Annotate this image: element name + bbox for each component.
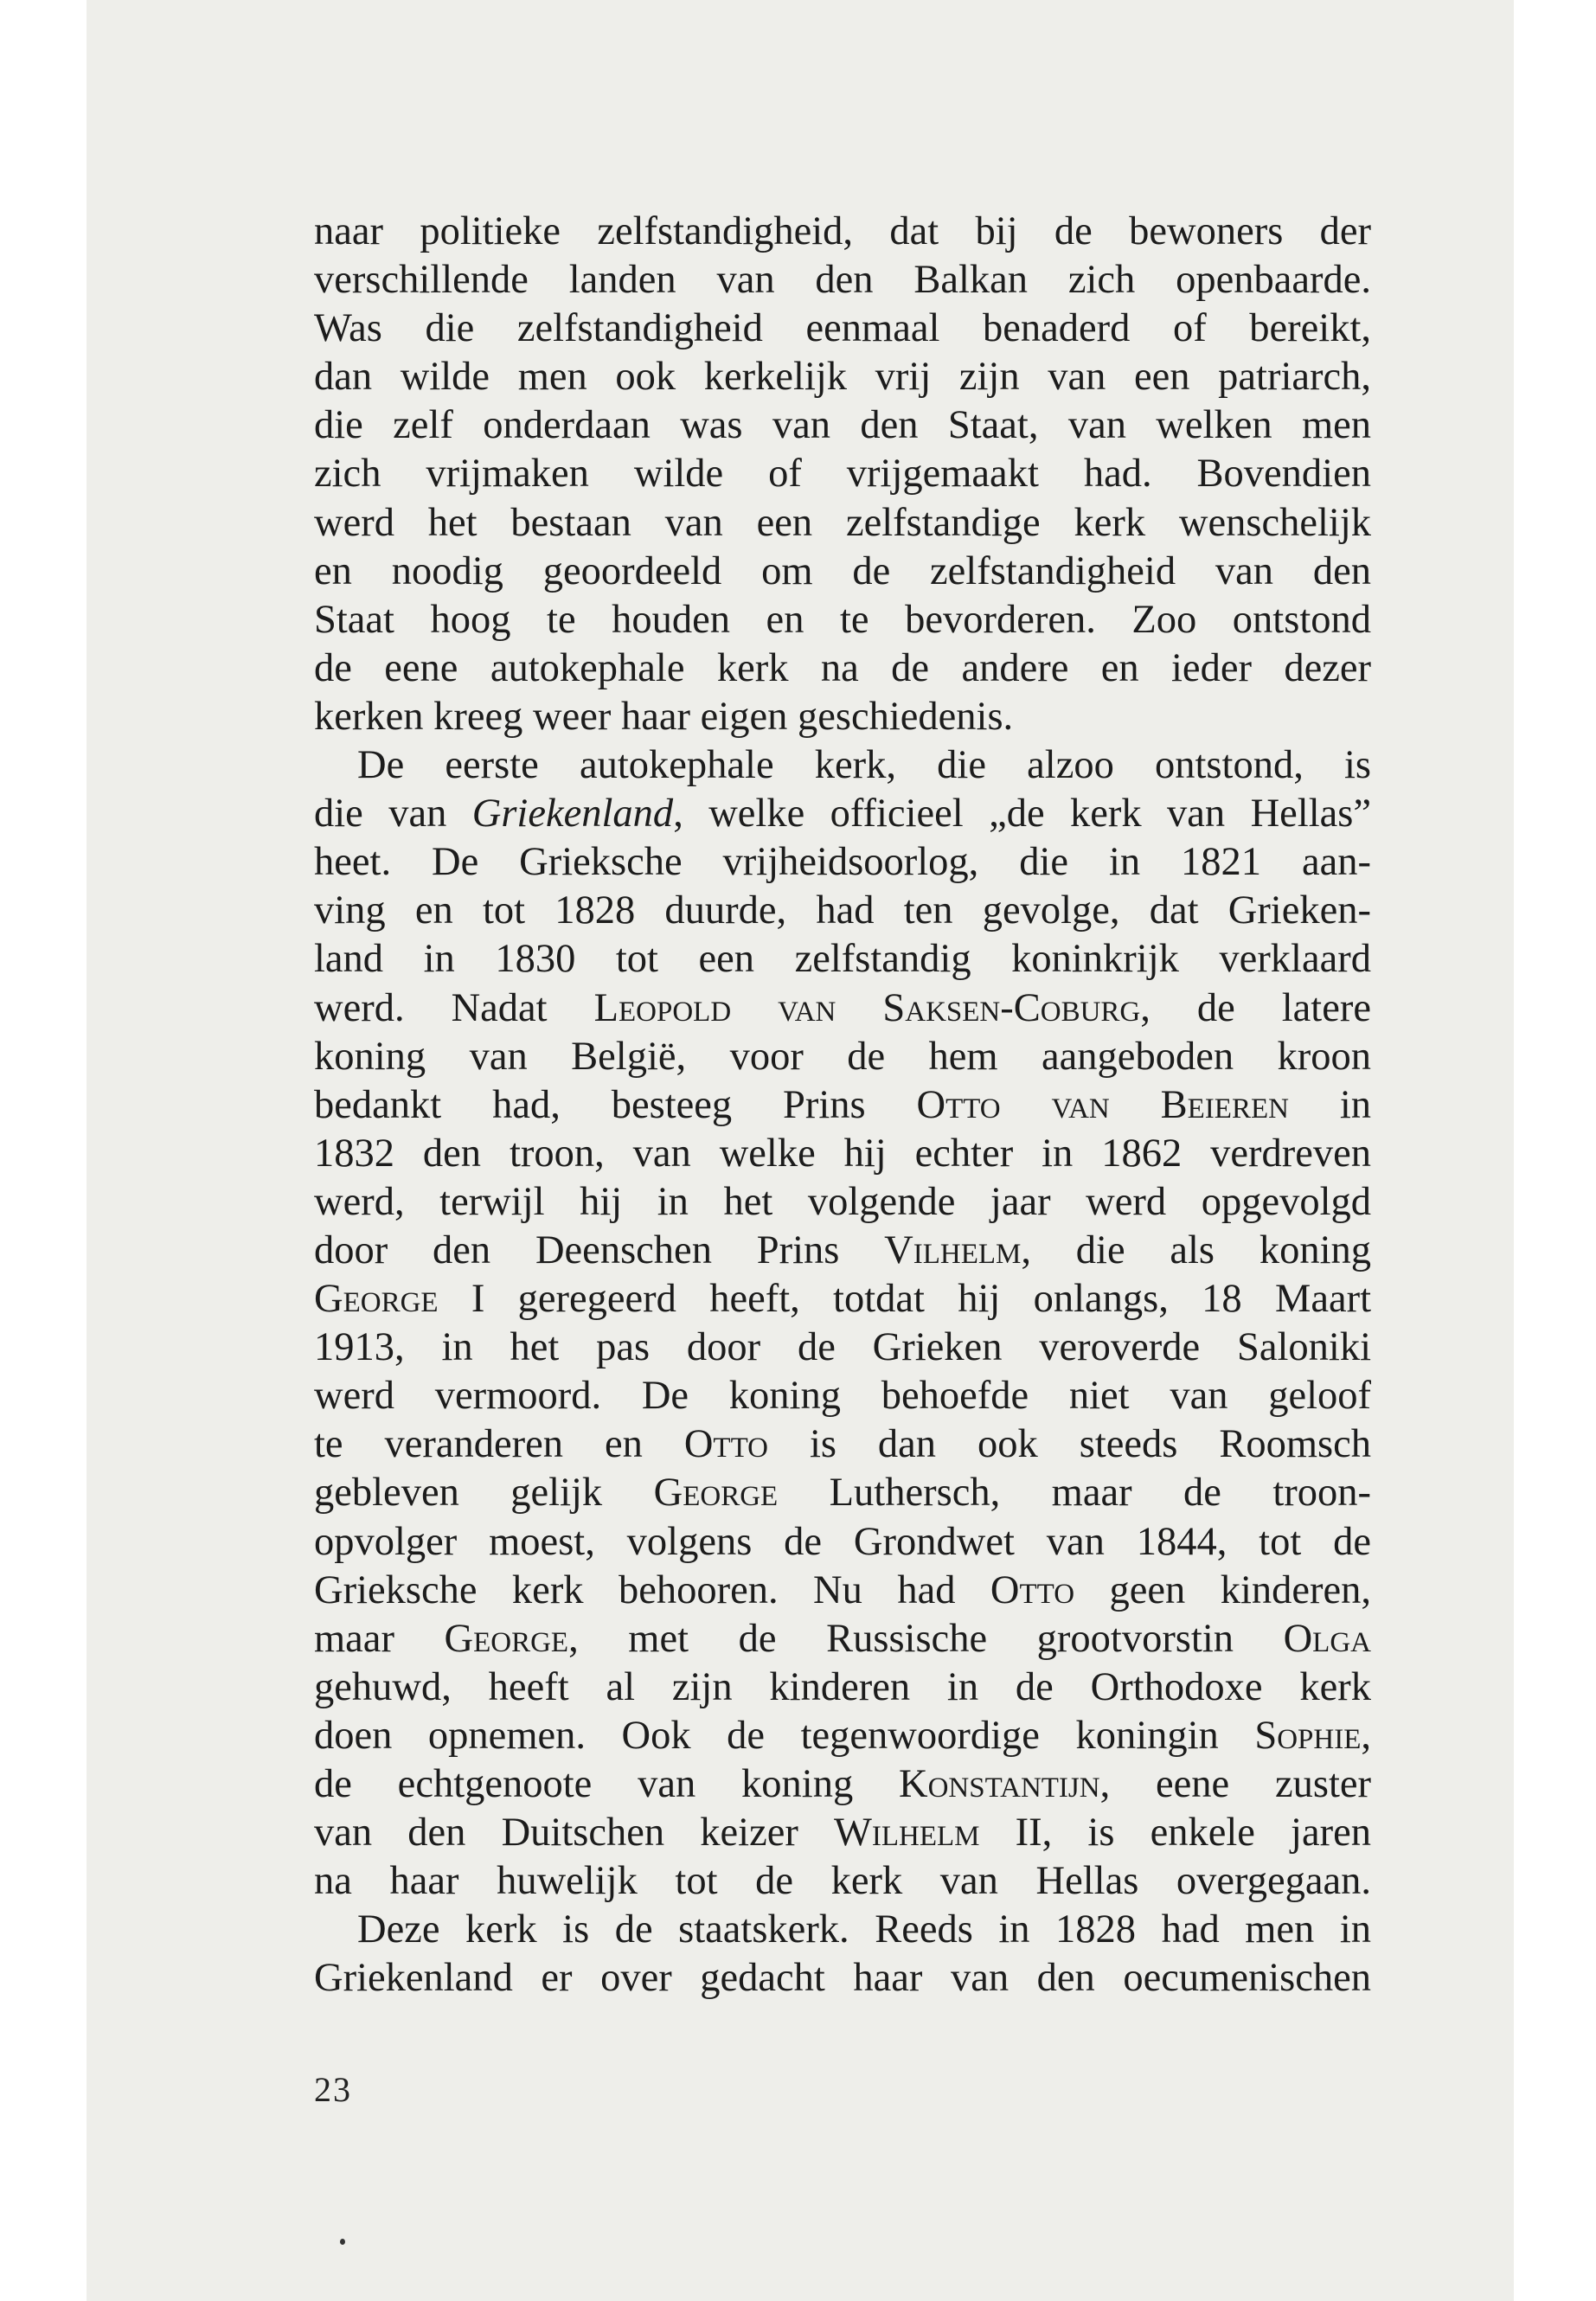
line-text: 1832 den troon, van welke hij echter in 1862 verdreven — [314, 1131, 1371, 1176]
line-text: Luthersch, maar de troon- — [778, 1471, 1371, 1516]
line-text: bedankt had, besteeg Prins — [314, 1082, 917, 1127]
text-line — [314, 1372, 1371, 1420]
line-text: die van — [314, 792, 472, 836]
line-text: en noodig geoordeeld om de zelfstandigheid van den — [314, 548, 1371, 593]
text-line — [314, 1227, 1371, 1275]
line-text: II, is enkele jaren — [979, 1811, 1371, 1856]
line-text: zich vrijmaken wilde of vrijgemaakt had. Bovendien — [314, 452, 1371, 497]
text-line — [314, 1130, 1371, 1178]
line-text: in — [1288, 1082, 1371, 1127]
line-text: werd, terwijl hij in het volgende jaar werd opgevolgd — [314, 1179, 1371, 1224]
line-text: werd het bestaan van een zelfstandige kerk wenschelijk — [314, 500, 1371, 545]
text-line — [314, 887, 1371, 935]
text-line — [314, 596, 1371, 644]
text-line — [314, 1663, 1371, 1712]
line-text: werd vermoord. De koning behoefde niet van geloof — [314, 1374, 1371, 1419]
text-line — [314, 256, 1371, 304]
text-line — [314, 208, 1371, 256]
text-line — [314, 741, 1371, 790]
line-text: I geregeerd heeft, totdat hij onlangs, 18 Maart — [438, 1277, 1371, 1322]
text-line — [314, 450, 1371, 498]
text-line — [314, 1615, 1371, 1663]
text-line — [314, 1420, 1371, 1469]
text-line — [314, 1178, 1371, 1227]
line-text: van den Duitschen keizer — [314, 1811, 834, 1856]
small-caps-name: Otto — [990, 1567, 1075, 1612]
text-line — [314, 1081, 1371, 1130]
line-text: , welke officieel „de kerk van Hellas” — [673, 792, 1371, 836]
line-text: , met de Russische grootvorstin — [568, 1616, 1284, 1661]
text-line — [314, 353, 1371, 401]
text-line — [314, 984, 1371, 1033]
text-line — [314, 1906, 1371, 1954]
line-text: de echtgenoote van koning — [314, 1762, 899, 1806]
text-line — [314, 644, 1371, 693]
small-caps-name: Sophie — [1254, 1713, 1362, 1758]
italic-text: Griekenland — [471, 792, 674, 836]
line-text: gehuwd, heeft al zijn kinderen in de Orthodoxe kerk — [314, 1664, 1371, 1709]
line-text: 1913, in het pas door de Grieken veroverde Saloniki — [314, 1325, 1371, 1370]
line-text: naar politieke zelfstandigheid, dat bij de bewoners der — [314, 209, 1371, 253]
line-text: geen kinderen, — [1074, 1567, 1371, 1612]
line-text: verschillende landen van den Balkan zich openbaarde. — [314, 258, 1371, 303]
text-line — [314, 1809, 1371, 1857]
line-text: is dan ook steeds Roomsch — [767, 1422, 1371, 1467]
line-text: na haar huwelijk tot de kerk van Hellas overgegaan. — [314, 1859, 1371, 1904]
line-text: koning van België, voor de hem aangeboden kroon — [314, 1034, 1371, 1079]
text-line — [314, 1954, 1371, 2003]
text-line — [314, 401, 1371, 450]
text-line — [314, 693, 1371, 741]
line-text: de eene autokephale kerk na de andere en ieder dezer — [314, 645, 1371, 690]
text-line — [314, 304, 1371, 353]
book-page — [87, 0, 1514, 2301]
line-text: Grieksche kerk behooren. Nu had — [314, 1567, 990, 1612]
small-caps-name: Olga — [1283, 1616, 1371, 1661]
small-caps-name: Konstantijn — [899, 1762, 1100, 1806]
line-text: Staat hoog te houden en te bevorderen. Zoo ontstond — [314, 597, 1371, 642]
text-line — [314, 1324, 1371, 1372]
line-text: kerken kreeg weer haar eigen geschiedenis. — [314, 694, 1014, 739]
small-caps-name: Otto van Beieren — [916, 1082, 1289, 1127]
line-text: te veranderen en — [314, 1422, 684, 1467]
text-line — [314, 790, 1371, 838]
line-text: , de latere — [1140, 985, 1371, 1030]
line-text: die zelf onderdaan was van den Staat, van welken men — [314, 403, 1371, 448]
line-text: , eene zuster — [1099, 1762, 1371, 1806]
line-text: , die als koning — [1021, 1227, 1371, 1272]
text-line — [314, 935, 1371, 984]
text-line — [314, 548, 1371, 596]
line-text: maar — [314, 1616, 445, 1661]
small-caps-name: Vilhelm — [884, 1227, 1022, 1272]
line-text: door den Deenschen Prins — [314, 1227, 885, 1272]
text-line — [314, 499, 1371, 548]
small-caps-name: Wilhelm — [833, 1811, 980, 1856]
line-text: Deze kerk is de staatskerk. Reeds in 1828 had men in — [357, 1907, 1371, 1952]
line-text: , — [1361, 1713, 1371, 1758]
line-text: gebleven gelijk — [314, 1471, 654, 1516]
line-text: werd. Nadat — [314, 985, 594, 1030]
text-line — [314, 1275, 1371, 1324]
small-caps-name: George — [444, 1616, 569, 1661]
line-text: doen opnemen. Ook de tegenwoordige koningin — [314, 1713, 1255, 1758]
text-line — [314, 1712, 1371, 1760]
small-caps-name: George — [314, 1277, 439, 1322]
text-line — [314, 1567, 1371, 1615]
line-text: Griekenland er over gedacht haar van den oecumenischen — [314, 1956, 1371, 2001]
line-text: De eerste autokephale kerk, die alzoo ontstond, is — [357, 743, 1371, 788]
small-caps-name: George — [653, 1471, 779, 1516]
line-text: opvolger moest, volgens de Grondwet van 1844, tot de — [314, 1519, 1371, 1564]
small-caps-name: Leopold van Saksen-Coburg — [593, 985, 1141, 1030]
text-line — [314, 1033, 1371, 1081]
text-line — [314, 1857, 1371, 1906]
text-line — [314, 838, 1371, 887]
line-text: ving en tot 1828 duurde, had ten gevolge, dat Grieken- — [314, 888, 1371, 933]
line-text: Was die zelfstandigheid eenmaal benaderd of bereikt, — [314, 306, 1371, 351]
ink-speck — [340, 2239, 345, 2245]
page-number: 23 — [314, 2070, 352, 2109]
text-line — [314, 1469, 1371, 1517]
body-text — [314, 208, 1371, 2003]
text-line — [314, 1760, 1371, 1809]
line-text: land in 1830 tot een zelfstandig koninkrijk verklaard — [314, 937, 1371, 982]
small-caps-name: Otto — [683, 1422, 768, 1467]
line-text: dan wilde men ook kerkelijk vrij zijn van een patriarch, — [314, 355, 1371, 400]
line-text: heet. De Grieksche vrijheidsoorlog, die in 1821 aan- — [314, 840, 1371, 885]
text-line — [314, 1518, 1371, 1567]
